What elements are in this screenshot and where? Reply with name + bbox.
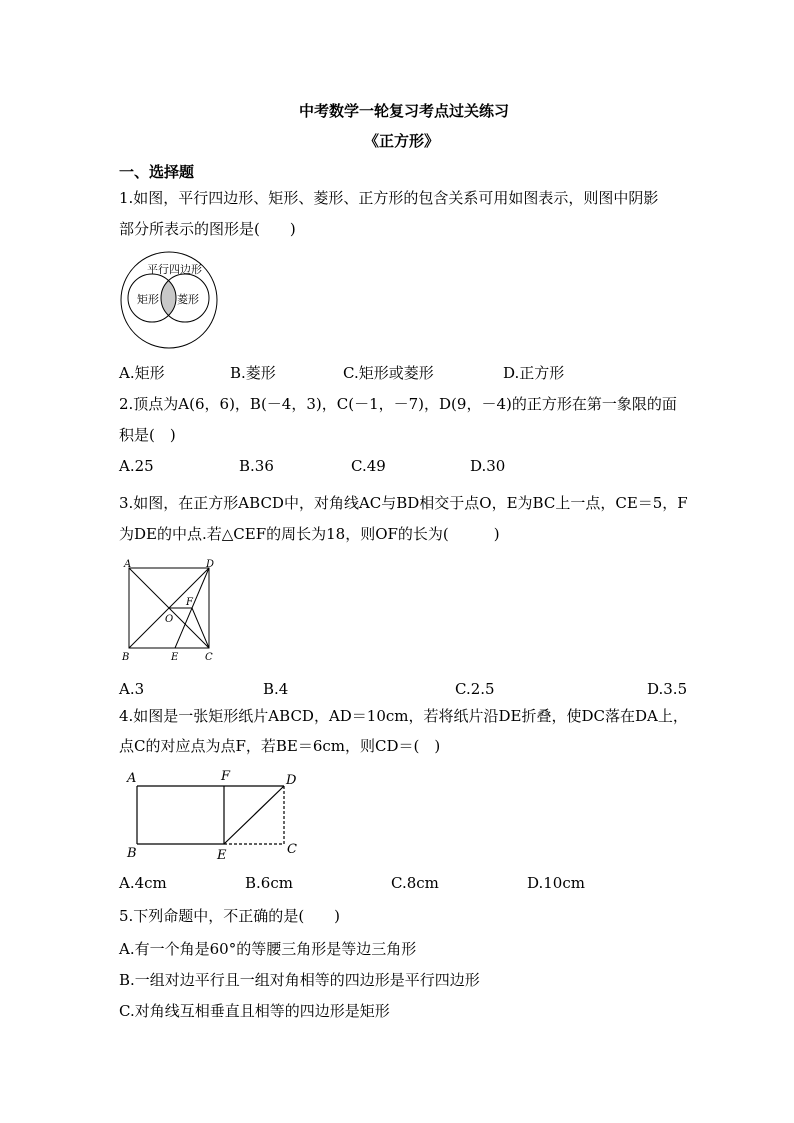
q2-stem-line2: 积是( ): [119, 426, 176, 444]
q3-label-a: A: [124, 559, 132, 570]
q3-label-e: E: [171, 652, 179, 663]
page-subtitle: 《正方形》: [364, 132, 440, 150]
q1-stem-line2: 部分所表示的图形是( ): [119, 220, 296, 238]
q5-option-a: A.有一个角是60°的等腰三角形是等边三角形: [119, 940, 417, 958]
q4-label-d: D: [286, 773, 297, 788]
q4-option-d: D.10cm: [527, 874, 585, 892]
q5-option-b: B.一组对边平行且一组对角相等的四边形是平行四边形: [119, 971, 480, 989]
q5-stem: 5.下列命题中，不正确的是( ): [119, 907, 341, 925]
q3-option-b: B.4: [263, 680, 289, 698]
q1-option-d: D.正方形: [503, 364, 565, 382]
segment-cf: [192, 608, 209, 648]
q4-label-a: A: [127, 771, 137, 786]
q3-label-c: C: [205, 652, 213, 663]
q5-option-c: C.对角线互相垂直且相等的四边形是矩形: [119, 1002, 390, 1020]
q4-rectangle-figure: [119, 767, 309, 867]
q3-option-a: A.3: [119, 680, 145, 698]
q2-option-a: A.25: [119, 457, 154, 475]
page-title: 中考数学一轮复习考点过关练习: [299, 102, 510, 120]
q3-stem-line1: 3.如图，在正方形ABCD中，对角线AC与BD相交于点O，E为BC上一点，CE＝5，F: [119, 494, 688, 512]
venn-left-label: 矩形: [137, 293, 159, 306]
q4-label-f: F: [221, 769, 231, 784]
q4-option-a: A.4cm: [119, 874, 167, 892]
q1-venn-figure: [119, 250, 221, 350]
q4-stem-line2: 点C的对应点为点F，若BE＝6cm，则CD＝( ): [119, 737, 441, 755]
q1-option-a: A.矩形: [119, 364, 165, 382]
q4-option-c: C.8cm: [391, 874, 439, 892]
q2-option-d: D.30: [470, 457, 506, 475]
q3-label-f: F: [186, 597, 193, 608]
q1-option-c: C.矩形或菱形: [343, 364, 434, 382]
venn-right-label: 菱形: [177, 293, 199, 306]
q1-option-b: B.菱形: [230, 364, 276, 382]
segment-de: [224, 786, 284, 844]
q4-label-b: B: [127, 846, 137, 861]
section-title: 一、选择题: [119, 163, 195, 181]
q3-stem-line2: 为DE的中点.若△CEF的周长为18，则OF的长为( ): [119, 525, 500, 543]
q2-option-b: B.36: [239, 457, 274, 475]
q3-square-figure: [119, 558, 229, 668]
q3-option-d: D.3.5: [647, 680, 688, 698]
venn-outer-label: 平行四边形: [147, 263, 202, 276]
q3-option-c: C.2.5: [455, 680, 495, 698]
q3-label-o: O: [165, 614, 174, 625]
q4-label-c: C: [287, 842, 297, 857]
q2-stem-line1: 2.顶点为A(6，6)，B(－4，3)，C(－1，－7)，D(9，－4)的正方形在第一象限的面: [119, 395, 677, 413]
q3-label-b: B: [122, 652, 130, 663]
q3-label-d: D: [206, 559, 215, 570]
q2-option-c: C.49: [351, 457, 386, 475]
q4-option-b: B.6cm: [245, 874, 293, 892]
q4-stem-line1: 4.如图是一张矩形纸片ABCD，AD＝10cm，若将纸片沿DE折叠，使DC落在DA上，: [119, 707, 688, 725]
q1-stem-line1: 1.如图，平行四边形、矩形、菱形、正方形的包含关系可用如图表示，则图中阴影: [119, 189, 659, 207]
q4-label-e: E: [217, 848, 227, 863]
